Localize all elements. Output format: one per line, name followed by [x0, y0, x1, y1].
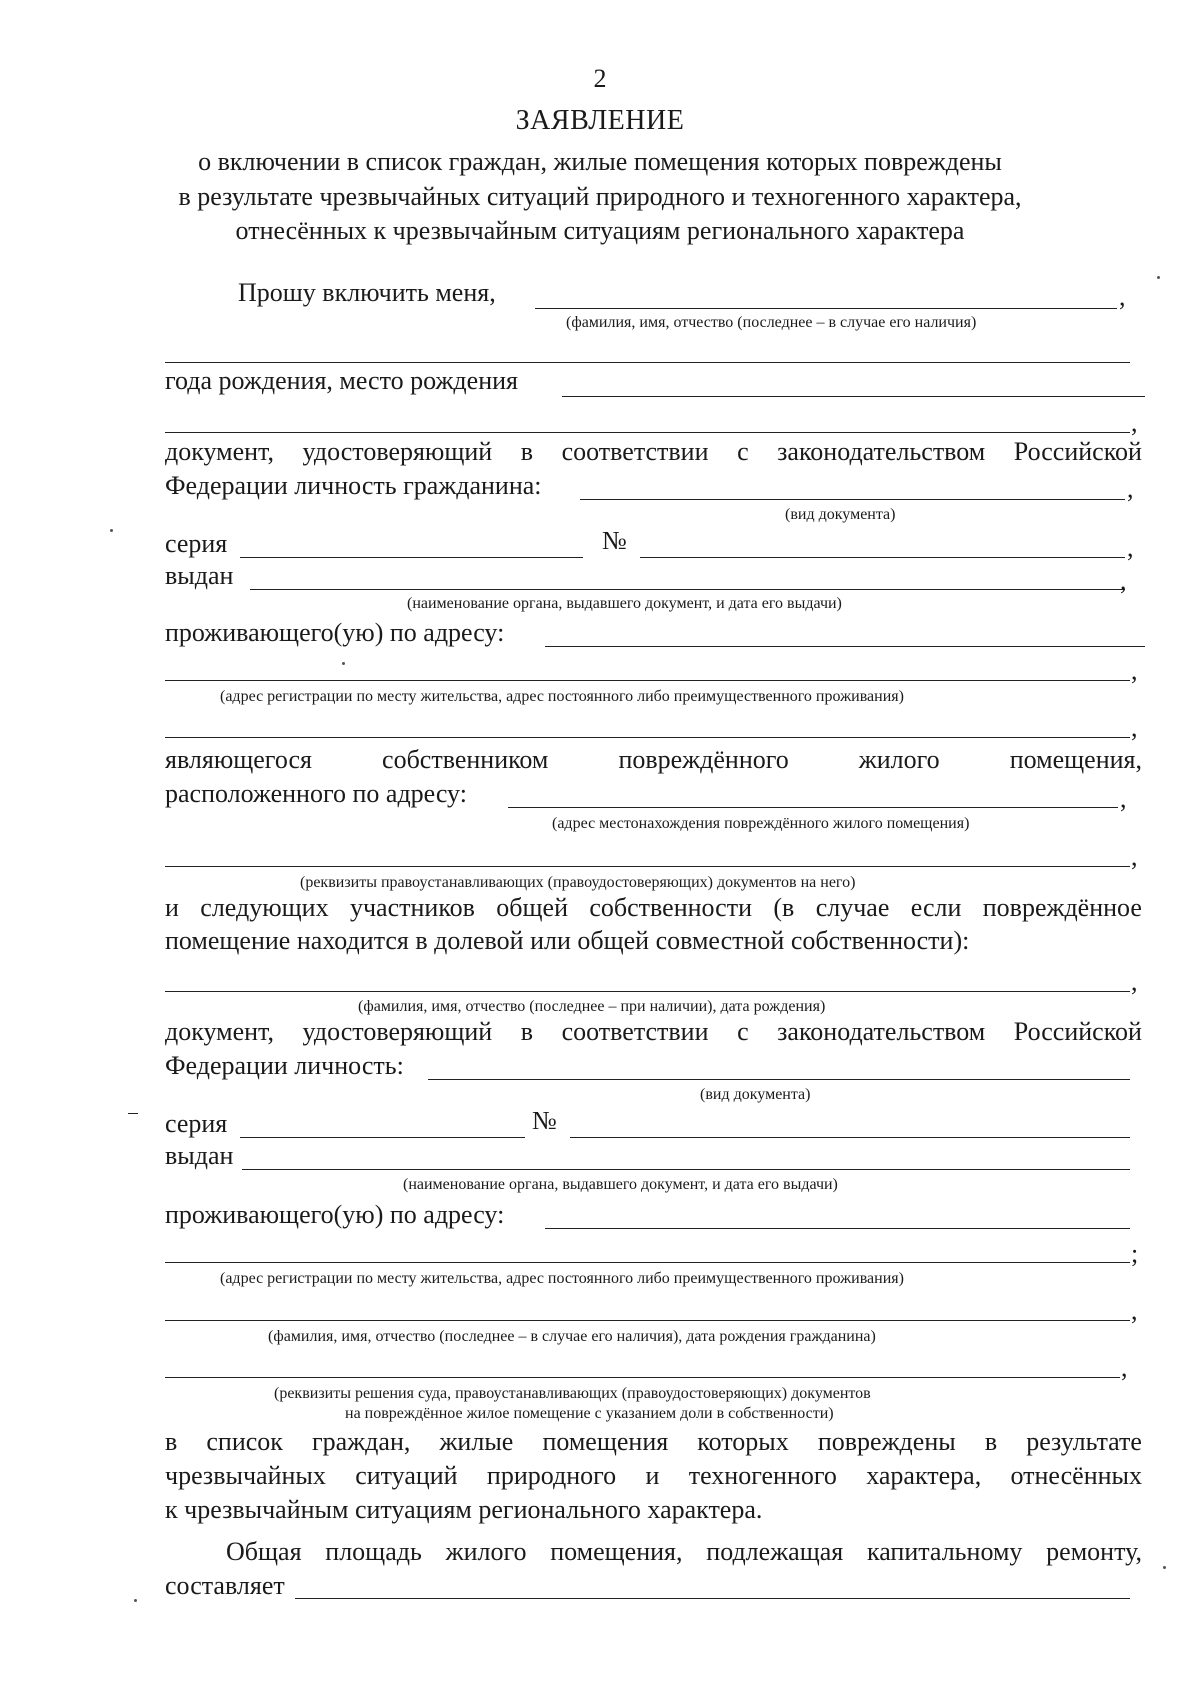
series-2-field-line[interactable] [240, 1137, 525, 1138]
hint-issuer-2: (наименование органа, выдавшего документ, и дата его выдачи) [403, 1176, 838, 1193]
comma: , [1121, 1353, 1128, 1382]
area-line-1: Общая площадь жилого помещения, подлежащая капитальному ремонту, [226, 1537, 1142, 1566]
subtitle-line-1: о включении в список граждан, жилые помещения которых повреждены [198, 147, 1002, 176]
hint-doc-type-2: (вид документа) [700, 1086, 811, 1103]
page-number: 2 [593, 64, 607, 93]
comma: , [1131, 842, 1138, 871]
number-2-field-line[interactable] [570, 1137, 1130, 1138]
doc-type-2-field-line[interactable] [428, 1079, 1130, 1080]
hint-fio-birth: (фамилия, имя, отчество (последнее – при наличии), дата рождения) [358, 998, 826, 1015]
residing-label: проживающего(ую) по адресу: [165, 618, 505, 647]
located-label: расположенного по адресу: [165, 779, 467, 808]
area-label: составляет [165, 1571, 285, 1600]
hint-fio-citizen: (фамилия, имя, отчество (последнее – в случае его наличия), дата рождения гражданина) [268, 1328, 876, 1345]
owner-line: являющегося собственником повреждённого жилого помещения, [165, 745, 1142, 774]
series-field-line[interactable] [240, 557, 583, 558]
address-field-line-3[interactable] [165, 737, 1130, 738]
scan-speck [342, 662, 345, 665]
identity-doc-line-2: Федерации личность гражданина: [165, 471, 542, 500]
comma: , [1127, 474, 1134, 503]
hint-fio: (фамилия, имя, отчество (последнее – в случае его наличия) [566, 314, 977, 331]
hint-court-2: на повреждённое жилое помещение с указанием доли в собственности) [345, 1405, 834, 1422]
issued-field-line[interactable] [250, 589, 1125, 590]
closing-line-3: к чрезвычайным ситуациям регионального характера. [165, 1495, 763, 1524]
birth-field-line-2[interactable] [165, 432, 1130, 433]
hint-address-2: (адрес регистрации по месту жительства, адрес постоянного либо преимущественного проживания) [220, 1270, 904, 1287]
scan-speck [110, 529, 113, 532]
identity-doc-2-line-1: документ, удостоверяющий в соответствии с законодательством Российской [165, 1017, 1142, 1046]
comma: , [1131, 656, 1138, 685]
comma: , [1119, 282, 1126, 311]
document-title: ЗАЯВЛЕНИЕ [515, 105, 685, 136]
birth-label: года рождения, место рождения [165, 366, 518, 395]
comma: , [1131, 713, 1138, 742]
hint-court-1: (реквизиты решения суда, правоустанавливающих (правоудостоверяющих) документов [274, 1385, 871, 1402]
closing-line-2: чрезвычайных ситуаций природного и техногенного характера, отнесённых [165, 1461, 1142, 1490]
title-docs-field-line[interactable] [165, 866, 1130, 867]
closing-line-1: в список граждан, жилые помещения которых повреждены в результате [165, 1427, 1142, 1456]
address-field-line[interactable] [545, 646, 1145, 647]
residing-2-label: проживающего(ую) по адресу: [165, 1200, 505, 1229]
number-label: № [602, 526, 627, 555]
hint-doc-type: (вид документа) [785, 506, 896, 523]
scan-speck [1157, 276, 1160, 279]
comma: , [1131, 1296, 1138, 1325]
comma: , [1120, 784, 1127, 813]
birth-field-line[interactable] [562, 396, 1145, 397]
issued-label: выдан [165, 561, 234, 590]
scan-mark [128, 1113, 138, 1114]
subtitle-line-3: отнесённых к чрезвычайным ситуациям регионального характера [235, 216, 965, 245]
scan-speck [1163, 1566, 1166, 1569]
address-field-line-2[interactable] [165, 680, 1130, 681]
fio-field-line-2[interactable] [165, 362, 1130, 363]
subtitle-line-2: в результате чрезвычайных ситуаций природного и техногенного характера, [178, 182, 1022, 211]
request-label: Прошу включить меня, [238, 278, 496, 307]
series-2-label: серия [165, 1109, 228, 1138]
number-2-label: № [532, 1106, 557, 1135]
comma: , [1131, 408, 1138, 437]
address-2-field-line[interactable] [545, 1228, 1130, 1229]
series-label: серия [165, 529, 228, 558]
comma: , [1131, 967, 1138, 996]
issued-2-field-line[interactable] [242, 1169, 1130, 1170]
hint-location: (адрес местонахождения повреждённого жилого помещения) [552, 815, 970, 832]
participants-line-2: помещение находится в долевой или общей совместной собственности): [165, 926, 970, 955]
comma: , [1127, 533, 1134, 562]
location-field-line[interactable] [508, 807, 1118, 808]
comma: , [1120, 566, 1127, 595]
hint-title-docs: (реквизиты правоустанавливающих (правоудостоверяющих) документов на него) [300, 874, 856, 891]
number-field-line[interactable] [640, 557, 1125, 558]
scan-speck [134, 1599, 137, 1602]
address-2-field-line-2[interactable] [165, 1262, 1130, 1263]
identity-doc-2-line-2: Федерации личность: [165, 1051, 404, 1080]
fio-field-line[interactable] [535, 308, 1117, 309]
semicolon: ; [1131, 1239, 1139, 1268]
hint-address: (адрес регистрации по месту жительства, адрес постоянного либо преимущественного проживания) [220, 688, 904, 705]
court-docs-field-line[interactable] [165, 1377, 1120, 1378]
participants-field-line[interactable] [165, 991, 1130, 992]
issued-2-label: выдан [165, 1141, 234, 1170]
hint-issuer: (наименование органа, выдавшего документ, и дата его выдачи) [407, 595, 842, 612]
area-field-line[interactable] [295, 1598, 1130, 1599]
citizen-fio-field-line[interactable] [165, 1320, 1130, 1321]
identity-doc-line-1: документ, удостоверяющий в соответствии с законодательством Российской [165, 437, 1142, 466]
participants-line-1: и следующих участников общей собственности (в случае если повреждённое [165, 893, 1142, 922]
doc-type-field-line[interactable] [580, 499, 1125, 500]
